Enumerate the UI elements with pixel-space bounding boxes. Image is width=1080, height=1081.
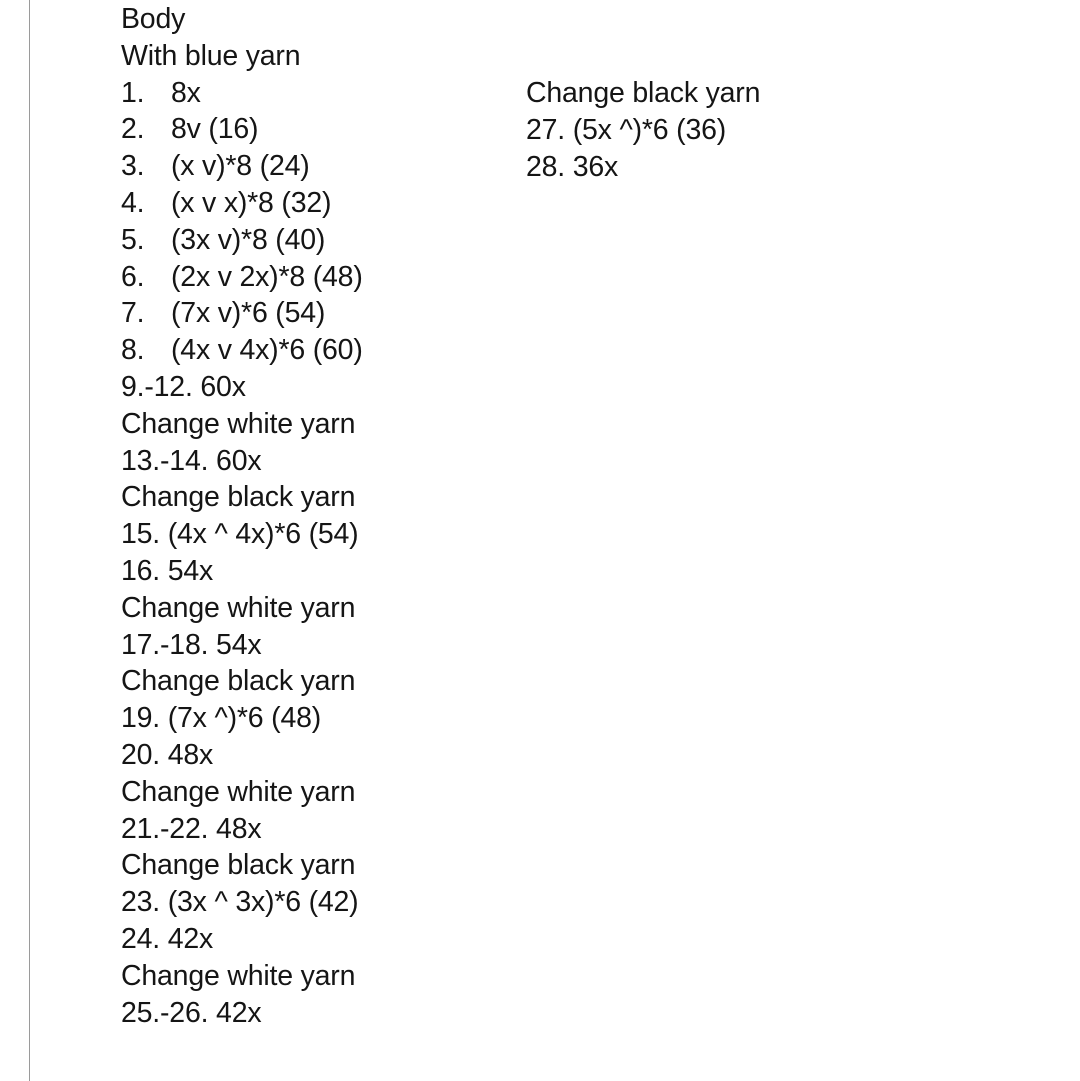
numbered-row <box>121 221 501 258</box>
color-change-line: Change black yarn <box>121 849 356 882</box>
row-number: 4. <box>121 186 145 219</box>
numbered-row <box>121 258 501 295</box>
right-column <box>526 74 1006 184</box>
pattern-line: 20. 48x <box>121 738 214 771</box>
pattern-line: 17.-18. 54x <box>121 628 262 661</box>
row-text: 8v (16) <box>171 113 259 146</box>
numbered-row <box>121 184 501 221</box>
color-change-line: Change black yarn <box>121 481 356 514</box>
row-text: (4x v 4x)*6 (60) <box>171 334 363 367</box>
numbered-row <box>121 331 501 368</box>
left-column <box>121 0 501 1030</box>
row-number: 6. <box>121 260 145 293</box>
row-text: (2x v 2x)*8 (48) <box>171 260 363 293</box>
row-number: 3. <box>121 150 145 183</box>
pattern-line: 15. (4x ^ 4x)*6 (54) <box>121 518 359 551</box>
row-text: 8x <box>171 76 201 109</box>
pattern-line: 9.-12. 60x <box>121 370 246 403</box>
row-text: (x v x)*8 (32) <box>171 186 332 219</box>
pattern-line: 19. (7x ^)*6 (48) <box>121 702 322 735</box>
row-number: 8. <box>121 334 145 367</box>
numbered-row <box>121 294 501 331</box>
color-change-line: Change black yarn <box>526 77 761 109</box>
row-text: (x v)*8 (24) <box>171 150 310 183</box>
numbered-row <box>121 147 501 184</box>
numbered-row <box>121 74 501 111</box>
row-text: (7x v)*6 (54) <box>171 297 326 330</box>
row-text: (3x v)*8 (40) <box>171 223 326 256</box>
color-change-line: Change white yarn <box>121 775 356 808</box>
color-change-line: Change black yarn <box>121 665 356 698</box>
color-change-line: Change white yarn <box>121 591 356 624</box>
pattern-line: 23. (3x ^ 3x)*6 (42) <box>121 886 359 919</box>
row-number: 5. <box>121 223 145 256</box>
pattern-line: 13.-14. 60x <box>121 444 262 477</box>
pattern-line: 21.-22. 48x <box>121 812 262 845</box>
page-margin-line <box>29 0 30 1081</box>
pattern-line: 27. (5x ^)*6 (36) <box>526 113 727 146</box>
pattern-line: 28. 36x <box>526 150 619 183</box>
pattern-line: 25.-26. 42x <box>121 996 262 1029</box>
pattern-line: 16. 54x <box>121 554 214 587</box>
numbered-row <box>121 110 501 147</box>
row-number: 1. <box>121 76 145 109</box>
color-change-line: Change white yarn <box>121 959 356 992</box>
pattern-line: 24. 42x <box>121 922 214 955</box>
section-subtitle: With blue yarn <box>121 39 301 72</box>
row-number: 7. <box>121 297 145 330</box>
section-title: Body <box>121 3 186 35</box>
row-number: 2. <box>121 113 145 146</box>
color-change-line: Change white yarn <box>121 407 356 440</box>
